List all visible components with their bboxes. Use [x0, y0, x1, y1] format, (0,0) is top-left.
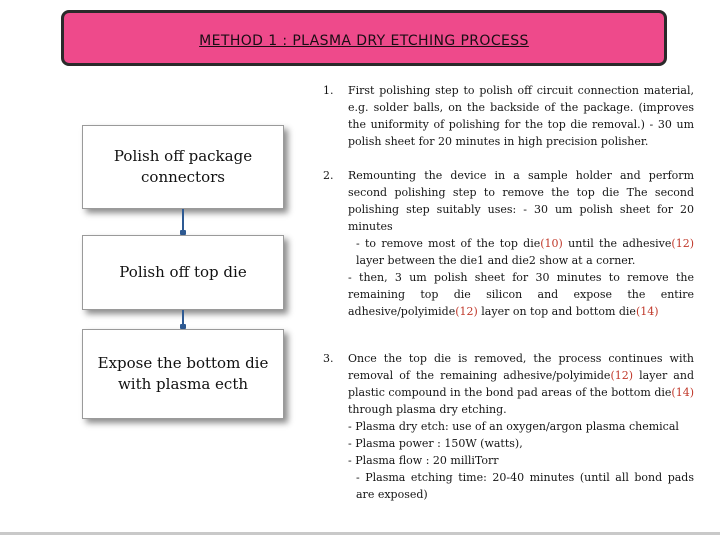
flow-step-label: Polish off package connectors: [113, 147, 253, 186]
step-paragraph: Remounting the device in a sample holder and perform second polishing step to remove the top die The second polishing step suitably uses: - 30 um polish sheet for 20 minutes: [348, 169, 694, 233]
step-bullet: - Plasma power : 150W (watts),: [348, 437, 523, 450]
flow-step-polish-connectors: [82, 125, 284, 209]
step-bullet: - Plasma etching time: 20-40 minutes (until all bond pads are exposed): [356, 471, 694, 501]
step-bullet: - Plasma dry etch: use of an oxygen/argon plasma chemical: [348, 420, 679, 433]
flow-step-polish-top-die: [82, 235, 284, 310]
step-paragraph: - then, 3 um polish sheet for 30 minutes to remove the remaining top die silicon and expose the entire adhesive/polyimide(12) layer on top and bottom die(14): [348, 271, 694, 318]
flow-step-expose-bottom-die: [82, 329, 284, 419]
step-paragraph: Once the top die is removed, the process continues with removal of the remaining adhesive/polyimide(12) layer and plastic compound in the bond pad areas of the bottom die(14) through plasma dry etching.: [348, 352, 694, 416]
step-2-text: [348, 167, 694, 320]
step-paragraph: First polishing step to polish off circuit connection material, e.g. solder balls, on the backside of the package. (improves the uniformity of polishing for the top die removal.) - 30 um polish sheet for 20 minutes in high precision polisher.: [348, 84, 694, 148]
flow-step-label: Expose the bottom die with plasma ecth: [97, 354, 269, 393]
title-banner: [61, 10, 667, 66]
step-bullet: - Plasma flow : 20 milliTorr: [348, 454, 499, 467]
step-1-text: [348, 82, 694, 150]
flow-step-label: Polish off top die: [119, 263, 247, 281]
step-3-text: [348, 350, 694, 503]
step-number: 3.: [323, 352, 334, 365]
step-number: 2.: [323, 169, 334, 182]
step-paragraph: - to remove most of the top die(10) until the adhesive(12) layer between the die1 and die2 show at a corner.: [356, 237, 694, 267]
bottom-divider: [0, 532, 720, 535]
page-title: METHOD 1 : PLASMA DRY ETCHING PROCESS: [199, 33, 529, 49]
step-number: 1.: [323, 84, 334, 97]
